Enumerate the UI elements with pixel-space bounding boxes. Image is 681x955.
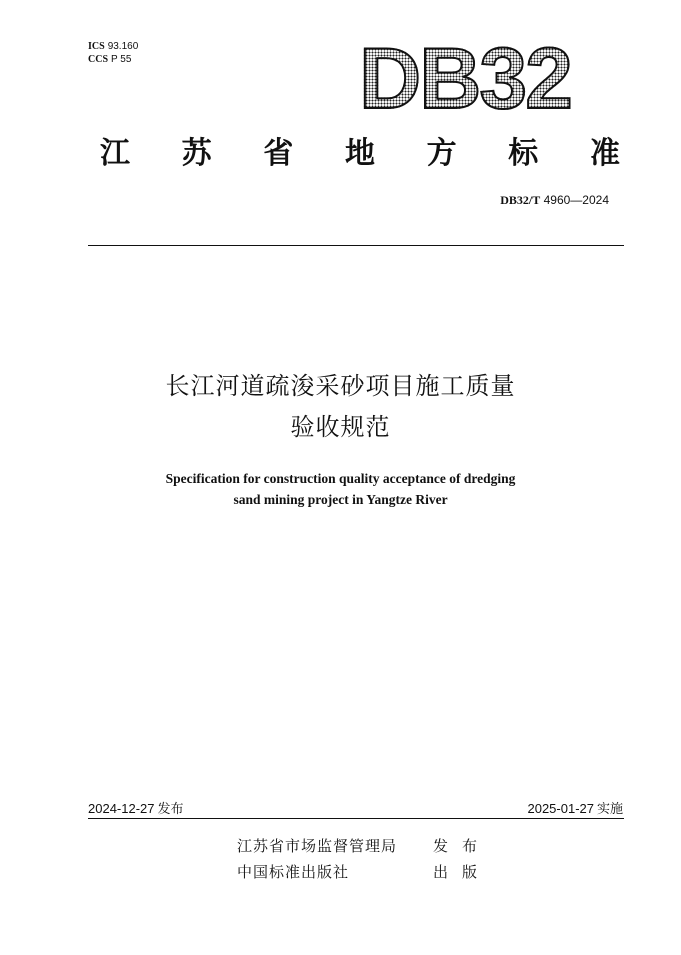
footer-divider [88,818,624,819]
chinese-title-line-1: 长江河道疏浚采砂项目施工质量 [165,372,516,400]
issuer-action: 出版 [433,863,492,881]
classification-codes [88,40,138,66]
standard-number: DB32/T 4960—2024 [500,193,609,207]
issuer-action: 发布 [433,837,492,855]
standard-type-char: 方 [426,136,457,171]
issuer-row-1 [237,835,491,857]
ics-code: ICS 93.160 [88,41,139,52]
effective-date: 2025-01-27 实施 [527,801,623,817]
db32-logo: DB32 [359,31,571,127]
standard-type-char: 准 [589,136,620,171]
standard-type-char: 省 [263,136,294,171]
standard-type-char: 江 [100,136,130,171]
issuer-name: 江苏省市场监督管理局 [237,837,398,855]
standard-type [100,134,620,174]
standard-type-char: 地 [344,136,375,171]
issuer-row-2 [237,861,491,883]
ccs-code: CCS P 55 [88,54,132,65]
chinese-title-line-2: 验收规范 [290,413,391,441]
header-divider [88,245,624,246]
english-title-line-1: Specification for construction quality acceptance of dredging [165,471,516,486]
standard-type-char: 标 [508,136,539,171]
issue-date: 2024-12-27 发布 [88,801,184,817]
issuer-name: 中国标准出版社 [237,863,350,881]
standard-type-char: 苏 [181,136,212,171]
english-title-line-2: sand mining project in Yangtze River [233,492,448,507]
